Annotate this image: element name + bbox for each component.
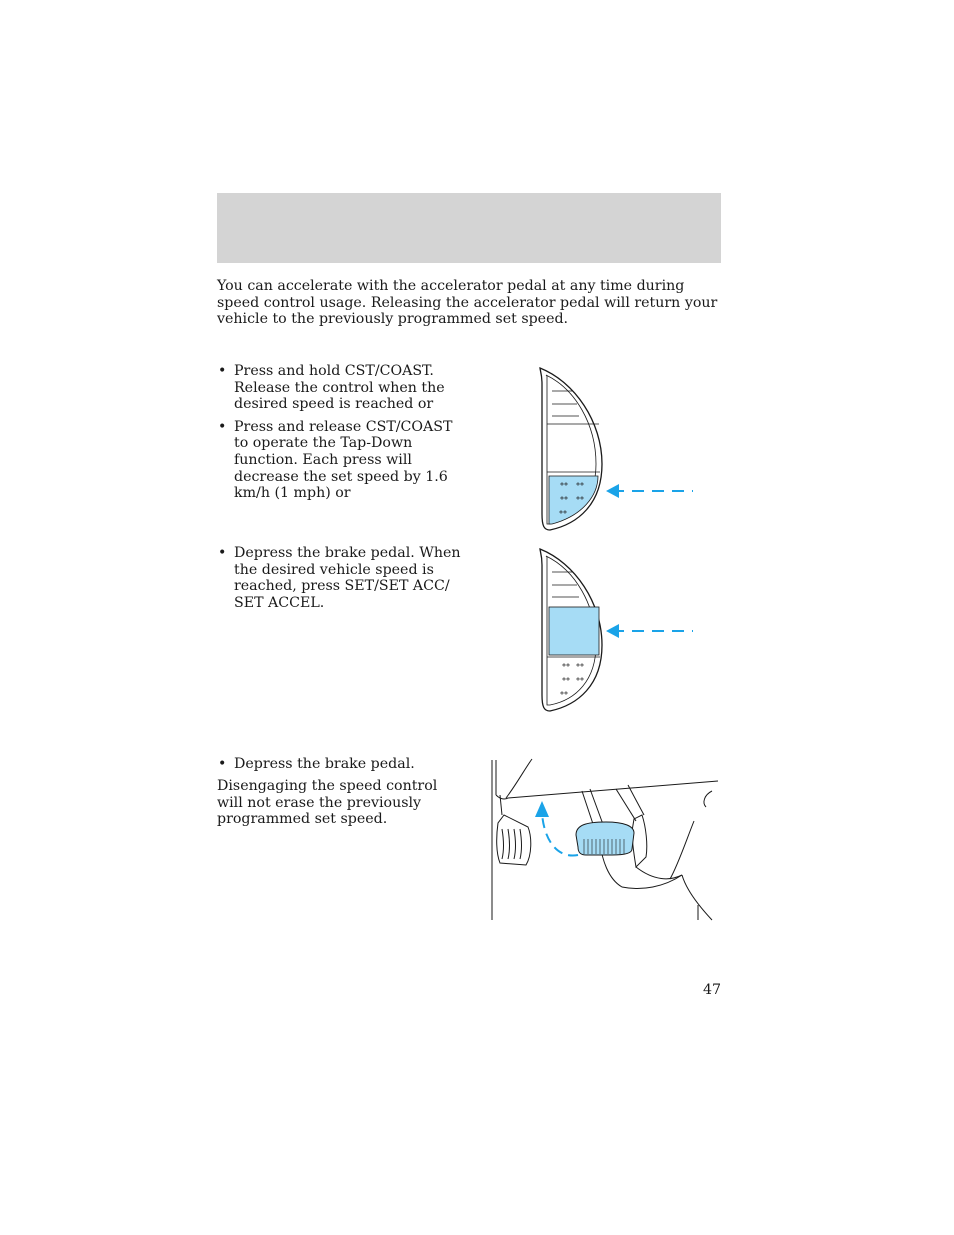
disengage-steps-list: [217, 756, 462, 779]
intro-paragraph: You can accelerate with the accelerator pedal at any time during speed control usage. Releasing the accelerator pedal will return your vehicle to the previously programmed set speed.: [217, 278, 718, 328]
arrow-head-icon: [606, 484, 619, 498]
arrow-head-icon: [535, 801, 549, 817]
coast-steps-list: [217, 363, 467, 508]
brake-pedal-illustration: [486, 755, 722, 925]
set-button-highlight: [549, 607, 599, 655]
set-control-illustration: [530, 545, 700, 715]
brake-pedal-highlight: [576, 822, 634, 855]
set-steps-list: [217, 545, 462, 617]
list-item: • Press and release CST/COAST to operate the Tap-Down function. Each press will decrease the set speed by 1.6 km/h (1 mph) or: [217, 419, 467, 502]
list-item: • Depress the brake pedal.: [217, 756, 462, 773]
list-item: • Depress the brake pedal. When the desired vehicle speed is reached, press SET/SET ACC/ SET ACCEL.: [217, 545, 462, 611]
list-item: • Press and hold CST/COAST. Release the control when the desired speed is reached or: [217, 363, 467, 413]
release-arrow: [542, 813, 578, 856]
section-header-band: [217, 193, 721, 263]
disengage-note: Disengaging the speed control will not erase the previously programmed set speed.: [217, 778, 438, 828]
arrow-head-icon: [606, 624, 619, 638]
page-number: 47: [702, 982, 721, 998]
coast-control-illustration: [530, 364, 700, 534]
